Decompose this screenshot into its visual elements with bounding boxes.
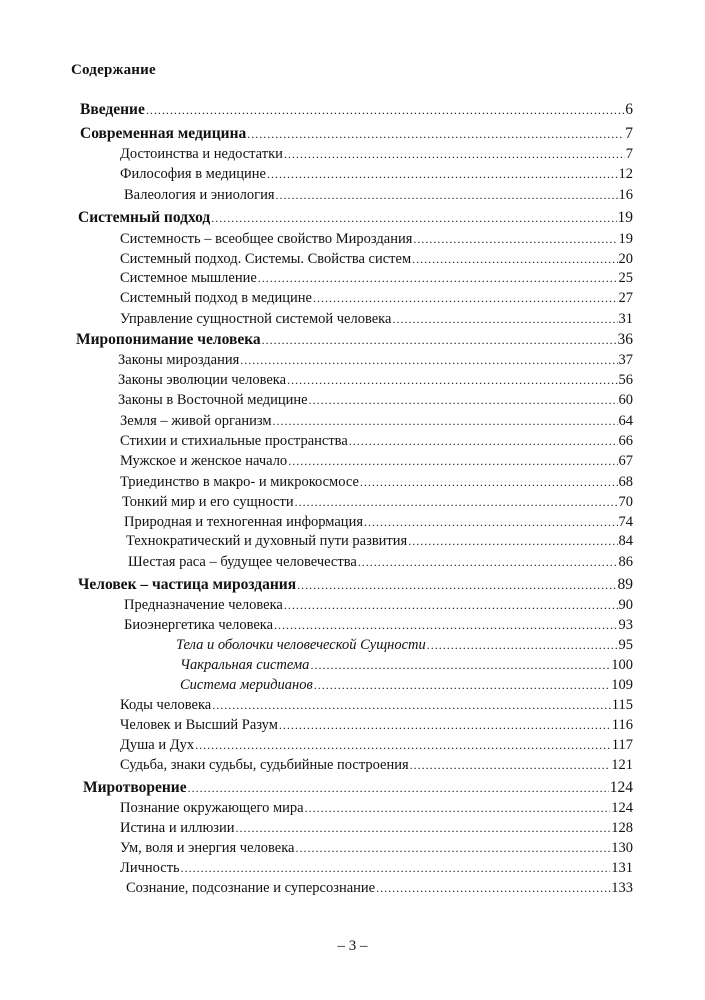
dot-leader [146, 103, 624, 118]
toc-entry-title: Коды человека [120, 697, 212, 713]
toc-entry-title: Введение [80, 101, 145, 118]
dot-leader [314, 678, 610, 693]
toc-entry-page: 100 [611, 657, 633, 673]
dot-leader [258, 271, 618, 286]
dot-leader [392, 312, 617, 327]
dot-leader [236, 821, 611, 836]
dot-leader [360, 475, 618, 490]
toc-entry-title: Законы в Восточной медицине [118, 392, 308, 408]
toc-entry-page: 133 [611, 880, 633, 896]
toc-entry[interactable] [80, 101, 633, 121]
toc-entry-title: Системность – всеобщее свойство Мироздания [120, 231, 413, 247]
dot-leader [195, 738, 611, 753]
toc-entry-page: 116 [611, 717, 633, 733]
toc-entry[interactable] [120, 800, 633, 820]
toc-entry-page: 36 [617, 331, 633, 348]
toc-entry-page: 6 [625, 101, 633, 118]
toc-entry-title: Законы эволюции человека [118, 372, 287, 388]
dot-leader [310, 658, 610, 673]
toc-entry-title: Истина и иллюзии [120, 820, 235, 836]
dot-leader [349, 434, 618, 449]
toc-entry-title: Системный подход [78, 209, 211, 226]
toc-entry[interactable] [120, 290, 633, 310]
toc-entry-title: Системный подход в медицине [120, 290, 312, 306]
toc-entry-title: Душа и Дух [120, 737, 195, 753]
dot-leader [358, 555, 618, 570]
toc-entry-title: Валеология и эниология [124, 187, 275, 203]
toc-entry[interactable] [120, 474, 633, 494]
toc-entry[interactable] [180, 657, 633, 677]
toc-entry-page: 131 [611, 860, 633, 876]
page-number: – 3 – [337, 938, 368, 954]
dot-leader [262, 333, 617, 348]
toc-entry-title: Системный подход. Системы. Свойства систем [120, 251, 412, 267]
dot-leader [295, 841, 610, 856]
dot-leader [211, 211, 616, 226]
toc-entry[interactable] [124, 597, 633, 617]
toc-entry-title: Миротворение [83, 779, 187, 796]
dot-leader [313, 291, 618, 306]
toc-entry-page: 86 [618, 554, 633, 570]
dot-leader [412, 252, 617, 267]
toc-entry[interactable] [126, 533, 633, 553]
toc-entry-page: 128 [611, 820, 633, 836]
toc-entry[interactable] [124, 514, 633, 534]
toc-entry-title: Тонкий мир и его сущности [122, 494, 294, 510]
toc-entry-title: Земля – живой организм [120, 413, 272, 429]
dot-leader [284, 147, 625, 162]
toc-entry-title: Миропонимание человека [76, 331, 261, 348]
toc-entry-page: 19 [618, 231, 633, 247]
toc-entry-title: Достоинства и недостатки [120, 146, 283, 162]
toc-entry-title: Шестая раса – будущее человечества [128, 554, 357, 570]
toc-entry-page: 20 [618, 251, 633, 267]
toc-entry[interactable] [120, 820, 633, 840]
toc-entry[interactable] [120, 231, 633, 251]
toc-entry[interactable] [120, 251, 633, 271]
toc-entry-page: 70 [618, 494, 633, 510]
dot-leader [284, 598, 618, 613]
toc-entry-page: 7 [625, 125, 633, 142]
dot-leader [181, 861, 611, 876]
toc-entry-page: 60 [618, 392, 633, 408]
dot-leader [410, 758, 611, 773]
dot-leader [376, 881, 610, 896]
dot-leader [279, 718, 611, 733]
toc-entry-title: Современная медицина [80, 125, 247, 142]
toc-entry[interactable] [124, 187, 633, 207]
toc-entry-page: 27 [618, 290, 633, 306]
toc-entry-page: 16 [618, 187, 633, 203]
dot-leader [287, 373, 617, 388]
toc-entry-page: 124 [611, 800, 633, 816]
toc-entry-title: Личность [120, 860, 180, 876]
toc-entry[interactable] [120, 697, 633, 717]
toc-entry-page: 37 [618, 352, 633, 368]
toc-entry-title: Судьба, знаки судьбы, судьбийные построения [120, 757, 409, 773]
dot-leader [247, 127, 624, 142]
dot-leader [188, 781, 609, 796]
toc-entry-title: Человек – частица мироздания [78, 576, 297, 593]
toc-entry[interactable] [120, 146, 633, 166]
toc-entry[interactable] [120, 717, 633, 737]
toc-entry-title: Стихии и стихиальные пространства [120, 433, 348, 449]
dot-leader [240, 353, 617, 368]
toc-entry[interactable] [118, 352, 633, 372]
toc-entry[interactable] [120, 413, 633, 433]
toc-entry-title: Познание окружающего мира [120, 800, 304, 816]
dot-leader [274, 618, 617, 633]
toc-entry-page: 89 [617, 576, 633, 593]
toc-entry[interactable] [76, 331, 633, 351]
toc-entry-title: Законы мироздания [118, 352, 240, 368]
toc-entry-page: 68 [618, 474, 633, 490]
toc-entry-page: 84 [618, 533, 633, 549]
toc-entry[interactable] [120, 166, 633, 186]
dot-leader [212, 698, 611, 713]
toc-entry-title: Философия в медицине [120, 166, 266, 182]
toc-entry[interactable] [78, 209, 633, 229]
toc-entry-page: 95 [618, 637, 633, 653]
toc-entry-page: 12 [618, 166, 633, 182]
dot-leader [288, 454, 617, 469]
toc-entry-title: Биоэнергетика человека [124, 617, 274, 633]
toc-entry[interactable] [120, 860, 633, 880]
toc-entry-page: 93 [618, 617, 633, 633]
toc-entry[interactable] [83, 779, 633, 799]
toc-entry-page: 117 [611, 737, 633, 753]
toc-entry-title: Природная и техногенная информация [124, 514, 363, 530]
dot-leader [295, 495, 618, 510]
dot-leader [273, 414, 618, 429]
toc-entry[interactable] [80, 125, 633, 145]
toc-entry-page: 130 [611, 840, 633, 856]
toc-entry-title: Предназначение человека [124, 597, 283, 613]
dot-leader [276, 188, 618, 203]
toc-entry-title: Ум, воля и энергия человека [120, 840, 295, 856]
toc-entry-page: 25 [618, 270, 633, 286]
toc-entry[interactable] [122, 494, 633, 514]
toc-entry[interactable] [124, 617, 633, 637]
toc-entry[interactable] [176, 637, 633, 657]
dot-leader [364, 515, 618, 530]
toc-entry[interactable] [118, 392, 633, 412]
toc-entry-page: 90 [618, 597, 633, 613]
toc-entry-page: 64 [618, 413, 633, 429]
toc-entry[interactable] [126, 880, 633, 900]
toc-entry[interactable] [120, 453, 633, 473]
toc-entry[interactable] [120, 270, 633, 290]
dot-leader [408, 534, 617, 549]
toc-entry[interactable] [120, 737, 633, 757]
toc-entry-title: Система меридианов [180, 677, 313, 693]
toc-entry-page: 31 [618, 311, 633, 327]
toc-entry-page: 109 [611, 677, 633, 693]
toc-entry-page: 115 [611, 697, 633, 713]
toc-entry-title: Технократический и духовный пути развития [126, 533, 408, 549]
toc-entry-page: 121 [611, 757, 633, 773]
dot-leader [267, 167, 618, 182]
dot-leader [413, 232, 617, 247]
toc-entry[interactable] [118, 372, 633, 392]
toc-entry-title: Триединство в макро- и микрокосмосе [120, 474, 359, 490]
dot-leader [297, 578, 616, 593]
toc-entry-title: Сознание, подсознание и суперсознание [126, 880, 376, 896]
dot-leader [427, 638, 618, 653]
toc-entry-page: 74 [618, 514, 633, 530]
toc-entry[interactable] [128, 554, 633, 574]
toc-entry-page: 67 [618, 453, 633, 469]
toc-entry-title: Тела и оболочки человеческой Сущности [176, 637, 426, 653]
toc-entry-page: 7 [625, 146, 633, 162]
toc-entry[interactable] [120, 840, 633, 860]
toc-entry-title: Чакральная система [180, 657, 310, 673]
toc-entry[interactable] [78, 576, 633, 596]
toc-entry-title: Управление сущностной системой человека [120, 311, 392, 327]
toc-entry-page: 66 [618, 433, 633, 449]
toc-entry[interactable] [120, 311, 633, 331]
toc-entry[interactable] [120, 433, 633, 453]
toc-entry-title: Мужское и женское начало [120, 453, 288, 469]
page-title: Содержание [71, 62, 156, 78]
toc-entry-page: 124 [609, 779, 633, 796]
dot-leader [309, 393, 618, 408]
toc-entry[interactable] [180, 677, 633, 697]
toc-entry-page: 19 [617, 209, 633, 226]
toc-entry-title: Человек и Высший Разум [120, 717, 278, 733]
toc-entry-title: Системное мышление [120, 270, 257, 286]
toc-entry[interactable] [120, 757, 633, 777]
toc-entry-page: 56 [618, 372, 633, 388]
dot-leader [305, 801, 611, 816]
